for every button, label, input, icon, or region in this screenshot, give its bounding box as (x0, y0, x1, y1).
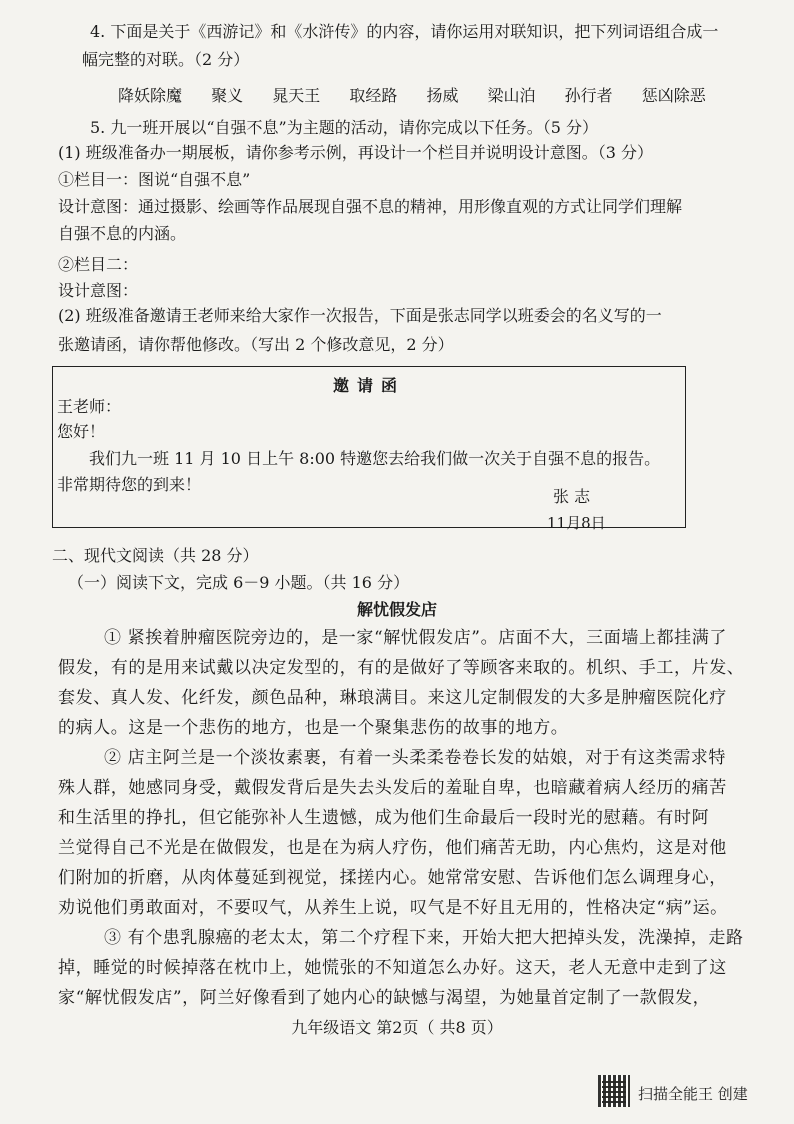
invitation-signer: 张 志 (553, 487, 591, 506)
article-line: 家“解忧假发店”，阿兰好像看到了她内心的缺憾与渴望，为她量首定制了一款假发， (58, 988, 711, 1008)
q5-sub1: (1) 班级准备办一期展板，请你参考示例，再设计一个栏目并说明设计意图。（3 分） (58, 143, 654, 162)
article-line: ① 紧挨着肿瘤医院旁边的，是一家“解忧假发店”。店面不大，三面墙上都挂满了 (104, 628, 727, 648)
word-item: 聚义 (211, 86, 244, 105)
word-item: 降妖除魔 (118, 86, 183, 105)
q5-design2: 设计意图： (58, 281, 139, 300)
invitation-greeting: 您好！ (57, 422, 106, 441)
q5-intro: 5. 九一班开展以“自强不息”为主题的活动，请你完成以下任务。（5 分） (90, 118, 598, 137)
article-line: ② 店主阿兰是一个淡妆素裹，有着一头柔柔卷卷长发的姑娘，对于有这类需求特 (104, 748, 727, 768)
q5-design1a: 设计意图：通过摄影、绘画等作品展现自强不息的精神，用形像直观的方式让同学们理解 (58, 197, 683, 216)
invitation-title: 邀请函 (332, 376, 405, 395)
q4-word-list (118, 86, 720, 106)
article-line: 殊人群，她感同身受，戴假发背后是失去头发后的羞耻自卑，也暗藏着病人经历的痛苦 (58, 778, 727, 798)
article-line: 劝说他们勇敢面对，不要叹气，从养生上说，叹气是不好且无用的，性格决定“病”运。 (58, 898, 728, 918)
article-title: 解忧假发店 (356, 600, 437, 619)
word-item: 扬威 (426, 86, 459, 105)
invitation-box (52, 366, 686, 532)
article-line: 兰觉得自己不光是在做假发，也是在为病人疗伤，他们痛苦无助，内心焦灼，这是对他 (58, 838, 727, 858)
q5-column1: ①栏目一：图说“自强不息” (58, 170, 251, 189)
scanner-watermark: 扫描全能王 创建 (638, 1085, 748, 1103)
q5-design1b: 自强不息的内涵。 (58, 224, 187, 243)
word-item: 孙行者 (564, 86, 613, 105)
q5-sub2a: (2) 班级准备邀请王老师来给大家作一次报告，下面是张志同学以班委会的名义写的一 (58, 306, 662, 325)
word-item: 取经路 (349, 86, 398, 105)
article-line: 掉，睡觉的时候掉落在枕巾上，她慌张的不知道怎么办好。这天，老人无意中走到了这 (58, 958, 727, 978)
invitation-closing: 非常期待您的到来！ (57, 475, 202, 494)
q5-column2: ②栏目二： (58, 255, 139, 274)
invitation-date: 11月8日 (547, 514, 606, 532)
article-line: 和生活里的挣扎，但它能弥补人生遗憾，成为他们生命最后一段时光的慰藉。有时阿 (58, 808, 710, 828)
section2-subheading: （一）阅读下文，完成 6－9 小题。（共 16 分） (68, 573, 410, 592)
q4-line2: 幅完整的对联。（2 分） (82, 50, 250, 69)
article-line: 假发，有的是用来试戴以决定发型的，有的是做好了等顾客来取的。机织、手工，片发、 (58, 658, 745, 678)
qr-code-icon (598, 1075, 630, 1107)
word-item: 晁天王 (272, 86, 321, 105)
invitation-salutation: 王老师： (57, 397, 122, 416)
article-line: ③ 有个患乳腺癌的老太太，第二个疗程下来，开始大把大把掉头发，洗澡掉，走路 (104, 928, 744, 948)
page-footer: 九年级语文 第2页（ 共8 页） (291, 1018, 503, 1037)
word-item: 梁山泊 (487, 86, 536, 105)
article-line: 们附加的折磨，从肉体蔓延到视觉，揉搓内心。她常常安慰、告诉他们怎么调理身心， (58, 868, 727, 888)
invitation-body: 我们九一班 11 月 10 日上午 8:00 特邀您去给我们做一次关于自强不息的报告。 (89, 449, 661, 468)
article-line: 的病人。这是一个悲伤的地方，也是一个聚集悲伤的故事的地方。 (58, 718, 569, 738)
word-item: 惩凶除恶 (641, 86, 706, 105)
article-line: 套发、真人发、化纤发，颜色品种，琳琅满目。来这儿定制假发的大多是肿瘤医院化疗 (58, 688, 727, 708)
section2-heading: 二、现代文阅读（共 28 分） (52, 546, 259, 565)
q4-line1: 4. 下面是关于《西游记》和《水浒传》的内容，请你运用对联知识，把下列词语组合成一 (90, 22, 719, 41)
q5-sub2b: 张邀请函，请你帮他修改。（写出 2 个修改意见，2 分） (58, 335, 454, 354)
